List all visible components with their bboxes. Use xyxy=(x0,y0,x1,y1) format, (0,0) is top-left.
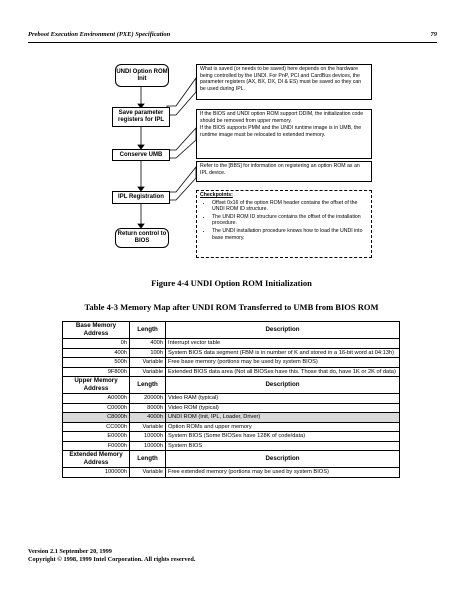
col-header-address: Upper Memory Address xyxy=(63,377,130,394)
flow-step-undi-init: UNDI Option ROM Init xyxy=(115,64,169,87)
cell-address: C0000h xyxy=(63,403,130,413)
col-header-address: Extended Memory Address xyxy=(63,451,130,468)
cell-address: 9F800h xyxy=(63,367,130,377)
note-bbs-text: Refer to the [BBS] for information on registering an option ROM as an IPL device. xyxy=(200,163,360,176)
col-header-length: Length xyxy=(130,377,166,394)
cell-length: Variable xyxy=(130,367,166,377)
page-number: 79 xyxy=(430,31,437,38)
checkpoint-item: • The UNDI installation procedure knows how to load the UNDI into base memory. xyxy=(212,228,368,241)
cell-address: 100000h xyxy=(63,468,130,478)
col-header-description: Description xyxy=(166,377,400,394)
note-save-parameters-text: What is saved (or needs to be saved) here depends on the hardware being controlled by the UNDI. For PnP, PCI and CardBus devices, the parameter registers (AX, BX, DX, DI & ES) must be saved so they can be used during IPL. xyxy=(200,66,362,92)
table-row xyxy=(63,468,400,478)
cell-address: CC000h xyxy=(63,422,130,432)
section-upper-memory xyxy=(63,377,400,451)
cell-address: E0000h xyxy=(63,432,130,442)
memory-map-table xyxy=(62,321,400,478)
table-row xyxy=(63,339,400,349)
cell-length: 20000h xyxy=(130,394,166,404)
table-row-highlighted xyxy=(63,413,400,423)
cell-description: System BIOS (Some BIOSes have 128K of code/data) xyxy=(166,432,400,442)
flow-step-return-control: Return control to BIOS xyxy=(115,228,169,248)
cell-length: 10000h xyxy=(130,432,166,442)
cell-description: Free base memory (portions may be used by system BIOS) xyxy=(166,358,400,368)
document-title: Preboot Execution Environment (PXE) Specification xyxy=(28,31,171,38)
section-extended-memory xyxy=(63,451,400,478)
cell-length: Variable xyxy=(130,468,166,478)
note-save-parameters xyxy=(196,64,372,100)
table-row xyxy=(63,441,400,451)
cell-description: System BIOS xyxy=(166,441,400,451)
table-row xyxy=(63,403,400,413)
note-ddim-text: If the BIOS and UNDI option ROM support DDIM, the initialization code should be removed from upper memory. xyxy=(200,111,364,124)
cell-length: 100h xyxy=(130,348,166,358)
flow-step-ipl-registration: IPL Registration xyxy=(112,191,170,204)
cell-length: Variable xyxy=(130,358,166,368)
checkpoint-item: • Offset 0x16 of the option ROM header contains the offset of the UNDI ROM ID structure. xyxy=(212,200,368,213)
table-row xyxy=(63,348,400,358)
footer-copyright: Copyright © 1998, 1999 Intel Corporation. All rights reserved. xyxy=(28,556,196,563)
table-row xyxy=(63,367,400,377)
cell-description: Video ROM (typical) xyxy=(166,403,400,413)
page-footer xyxy=(28,548,195,564)
cell-length: 10000h xyxy=(130,441,166,451)
checkpoint-item: • The UNDI ROM ID structure contains the offset of the installation procedure. xyxy=(212,214,368,227)
figure-caption: Figure 4-4 UNDI Option ROM Initialization xyxy=(151,278,312,288)
col-header-description: Description xyxy=(166,451,400,468)
cell-address: 0h xyxy=(63,339,130,349)
checkpoints-box xyxy=(196,190,372,258)
checkpoints-title: Checkpoints: xyxy=(200,192,233,198)
table-row xyxy=(63,422,400,432)
col-header-length: Length xyxy=(130,451,166,468)
table-row xyxy=(63,432,400,442)
flow-step-save-registers: Save parameter registers for IPL xyxy=(112,107,170,127)
cell-description: System BIOS data segment (FBM is in number of K and stored in a 16-bit word at 04:13h) xyxy=(166,348,400,358)
flow-step-conserve-umb: Conserve UMB xyxy=(112,149,170,161)
cell-description: Option ROMs and upper memory xyxy=(166,422,400,432)
cell-length: Variable xyxy=(130,422,166,432)
cell-description: UNDI ROM (Init, IPL, Loader, Driver) xyxy=(166,413,400,423)
cell-description: Interrupt vector table xyxy=(166,339,400,349)
col-header-length: Length xyxy=(130,322,166,339)
note-pmm-text: If the BIOS supports PMM and the UNDI runtime image is in UMB, the runtime image must be relocated to extended memory. xyxy=(200,125,362,138)
cell-length: 8000h xyxy=(130,403,166,413)
cell-address: A0000h xyxy=(63,394,130,404)
col-header-description: Description xyxy=(166,322,400,339)
cell-address: C8000h xyxy=(63,413,130,423)
note-ipl-registration xyxy=(196,161,372,182)
table-caption: Table 4-3 Memory Map after UNDI ROM Transferred to UMB from BIOS ROM xyxy=(84,302,379,312)
section-base-memory xyxy=(63,322,400,377)
cell-address: 400h xyxy=(63,348,130,358)
cell-description: Free extended memory (portions may be used by system BIOS) xyxy=(166,468,400,478)
cell-description: Extended BIOS data area (Not all BIOSes have this. Those that do, have 1K or 2K of data) xyxy=(166,367,400,377)
table-row xyxy=(63,358,400,368)
checkpoints-list xyxy=(200,200,368,242)
cell-address: F0000h xyxy=(63,441,130,451)
footer-version: Version 2.1 September 20, 1999 xyxy=(28,548,112,555)
cell-length: 4000h xyxy=(130,413,166,423)
table-row xyxy=(63,394,400,404)
col-header-address: Base Memory Address xyxy=(63,322,130,339)
note-conserve-umb xyxy=(196,109,372,159)
cell-length: 400h xyxy=(130,339,166,349)
cell-description: Video RAM (typical) xyxy=(166,394,400,404)
cell-address: 500h xyxy=(63,358,130,368)
